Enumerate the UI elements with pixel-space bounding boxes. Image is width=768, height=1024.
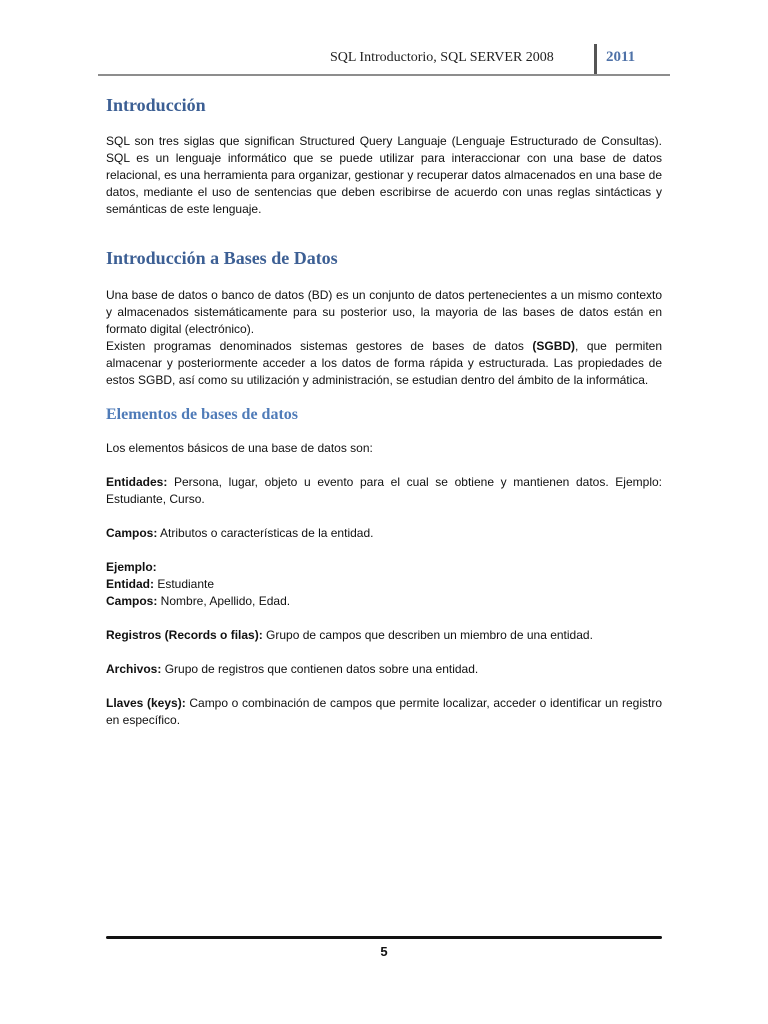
llaves-label: Llaves (keys): [106, 696, 186, 710]
ejemplo-campos-text: Nombre, Apellido, Edad. [157, 594, 291, 608]
intro-paragraph: SQL son tres siglas que significan Structured Query Languaje (Lenguaje Estructurado de Consultas). SQL es un lenguaje informático que se puede utilizar para interaccionar con una base de datos relacional, es una herramienta para organizar, gestionar y recuperar datos almacenados en una base de datos, mediante el uso de sentencias que deben escribirse de acuerdo con unas reglas sintácticas y semánticas de este lenguaje. [106, 134, 662, 216]
header-title: SQL Introductorio, SQL SERVER 2008 [330, 50, 554, 65]
sgbd-term: (SGBD) [532, 339, 576, 353]
page-number: 5 [380, 944, 388, 959]
archivos-definition [106, 661, 662, 678]
archivos-label: Archivos: [106, 662, 162, 676]
ejemplo-campos [106, 593, 662, 610]
registros-label: Registros (Records o filas): [106, 628, 263, 642]
ejemplo-entidad-label: Entidad: [106, 577, 154, 591]
llaves-text: Campo o combinación de campos que permite localizar, acceder o identificar un registro en específico. [106, 696, 662, 727]
ejemplo-campos-label: Campos: [106, 594, 158, 608]
registros-definition [106, 627, 662, 644]
page-content [106, 92, 662, 729]
entidades-definition [106, 474, 662, 508]
entidades-text: Persona, lugar, objeto u evento para el cual se obtiene y mantienen datos. Ejemplo: Estudiante, Curso. [106, 475, 662, 506]
entidades-label: Entidades: [106, 475, 168, 489]
ejemplo-label [106, 559, 662, 576]
registros-text: Grupo de campos que describen un miembro de una entidad. [262, 628, 593, 642]
llaves-definition [106, 695, 662, 729]
campos-definition [106, 525, 662, 542]
subsection-heading-elementos: Elementos de bases de datos [106, 406, 299, 423]
ejemplo-entidad [106, 576, 662, 593]
campos-label: Campos: [106, 526, 158, 540]
ejemplo-entidad-text: Estudiante [154, 577, 215, 591]
section-heading-bases-de-datos: Introducción a Bases de Datos [106, 248, 338, 268]
elementos-intro: Los elementos básicos de una base de datos son: [106, 441, 373, 455]
bd-paragraph-2 [106, 338, 662, 389]
footer-rule [106, 936, 662, 939]
campos-text: Atributos o características de la entidad. [157, 526, 374, 540]
header-separator [594, 44, 597, 75]
header-year: 2011 [606, 49, 636, 65]
section-heading-introduccion: Introducción [106, 95, 206, 115]
bd-paragraph-2-start: Existen programas denominados sistemas gestores de bases de datos [106, 339, 533, 353]
ejemplo-heading: Ejemplo: [106, 560, 157, 574]
bd-paragraph-2-end: , que permiten almacenar y posteriormente acceder a los datos de forma rápida y estructurada. Las propiedades de estos SGBD, así como su utilización y administración, se estudian dentro del ámbito de la informática. [106, 339, 662, 387]
bd-paragraph-1: Una base de datos o banco de datos (BD) es un conjunto de datos pertenecientes a un mismo contexto y almacenados sistemáticamente para su posterior uso, la mayoria de las bases de datos están en formato digital (electrónico). [106, 288, 662, 336]
header-rule [98, 74, 670, 76]
archivos-text: Grupo de registros que contienen datos sobre una entidad. [161, 662, 479, 676]
